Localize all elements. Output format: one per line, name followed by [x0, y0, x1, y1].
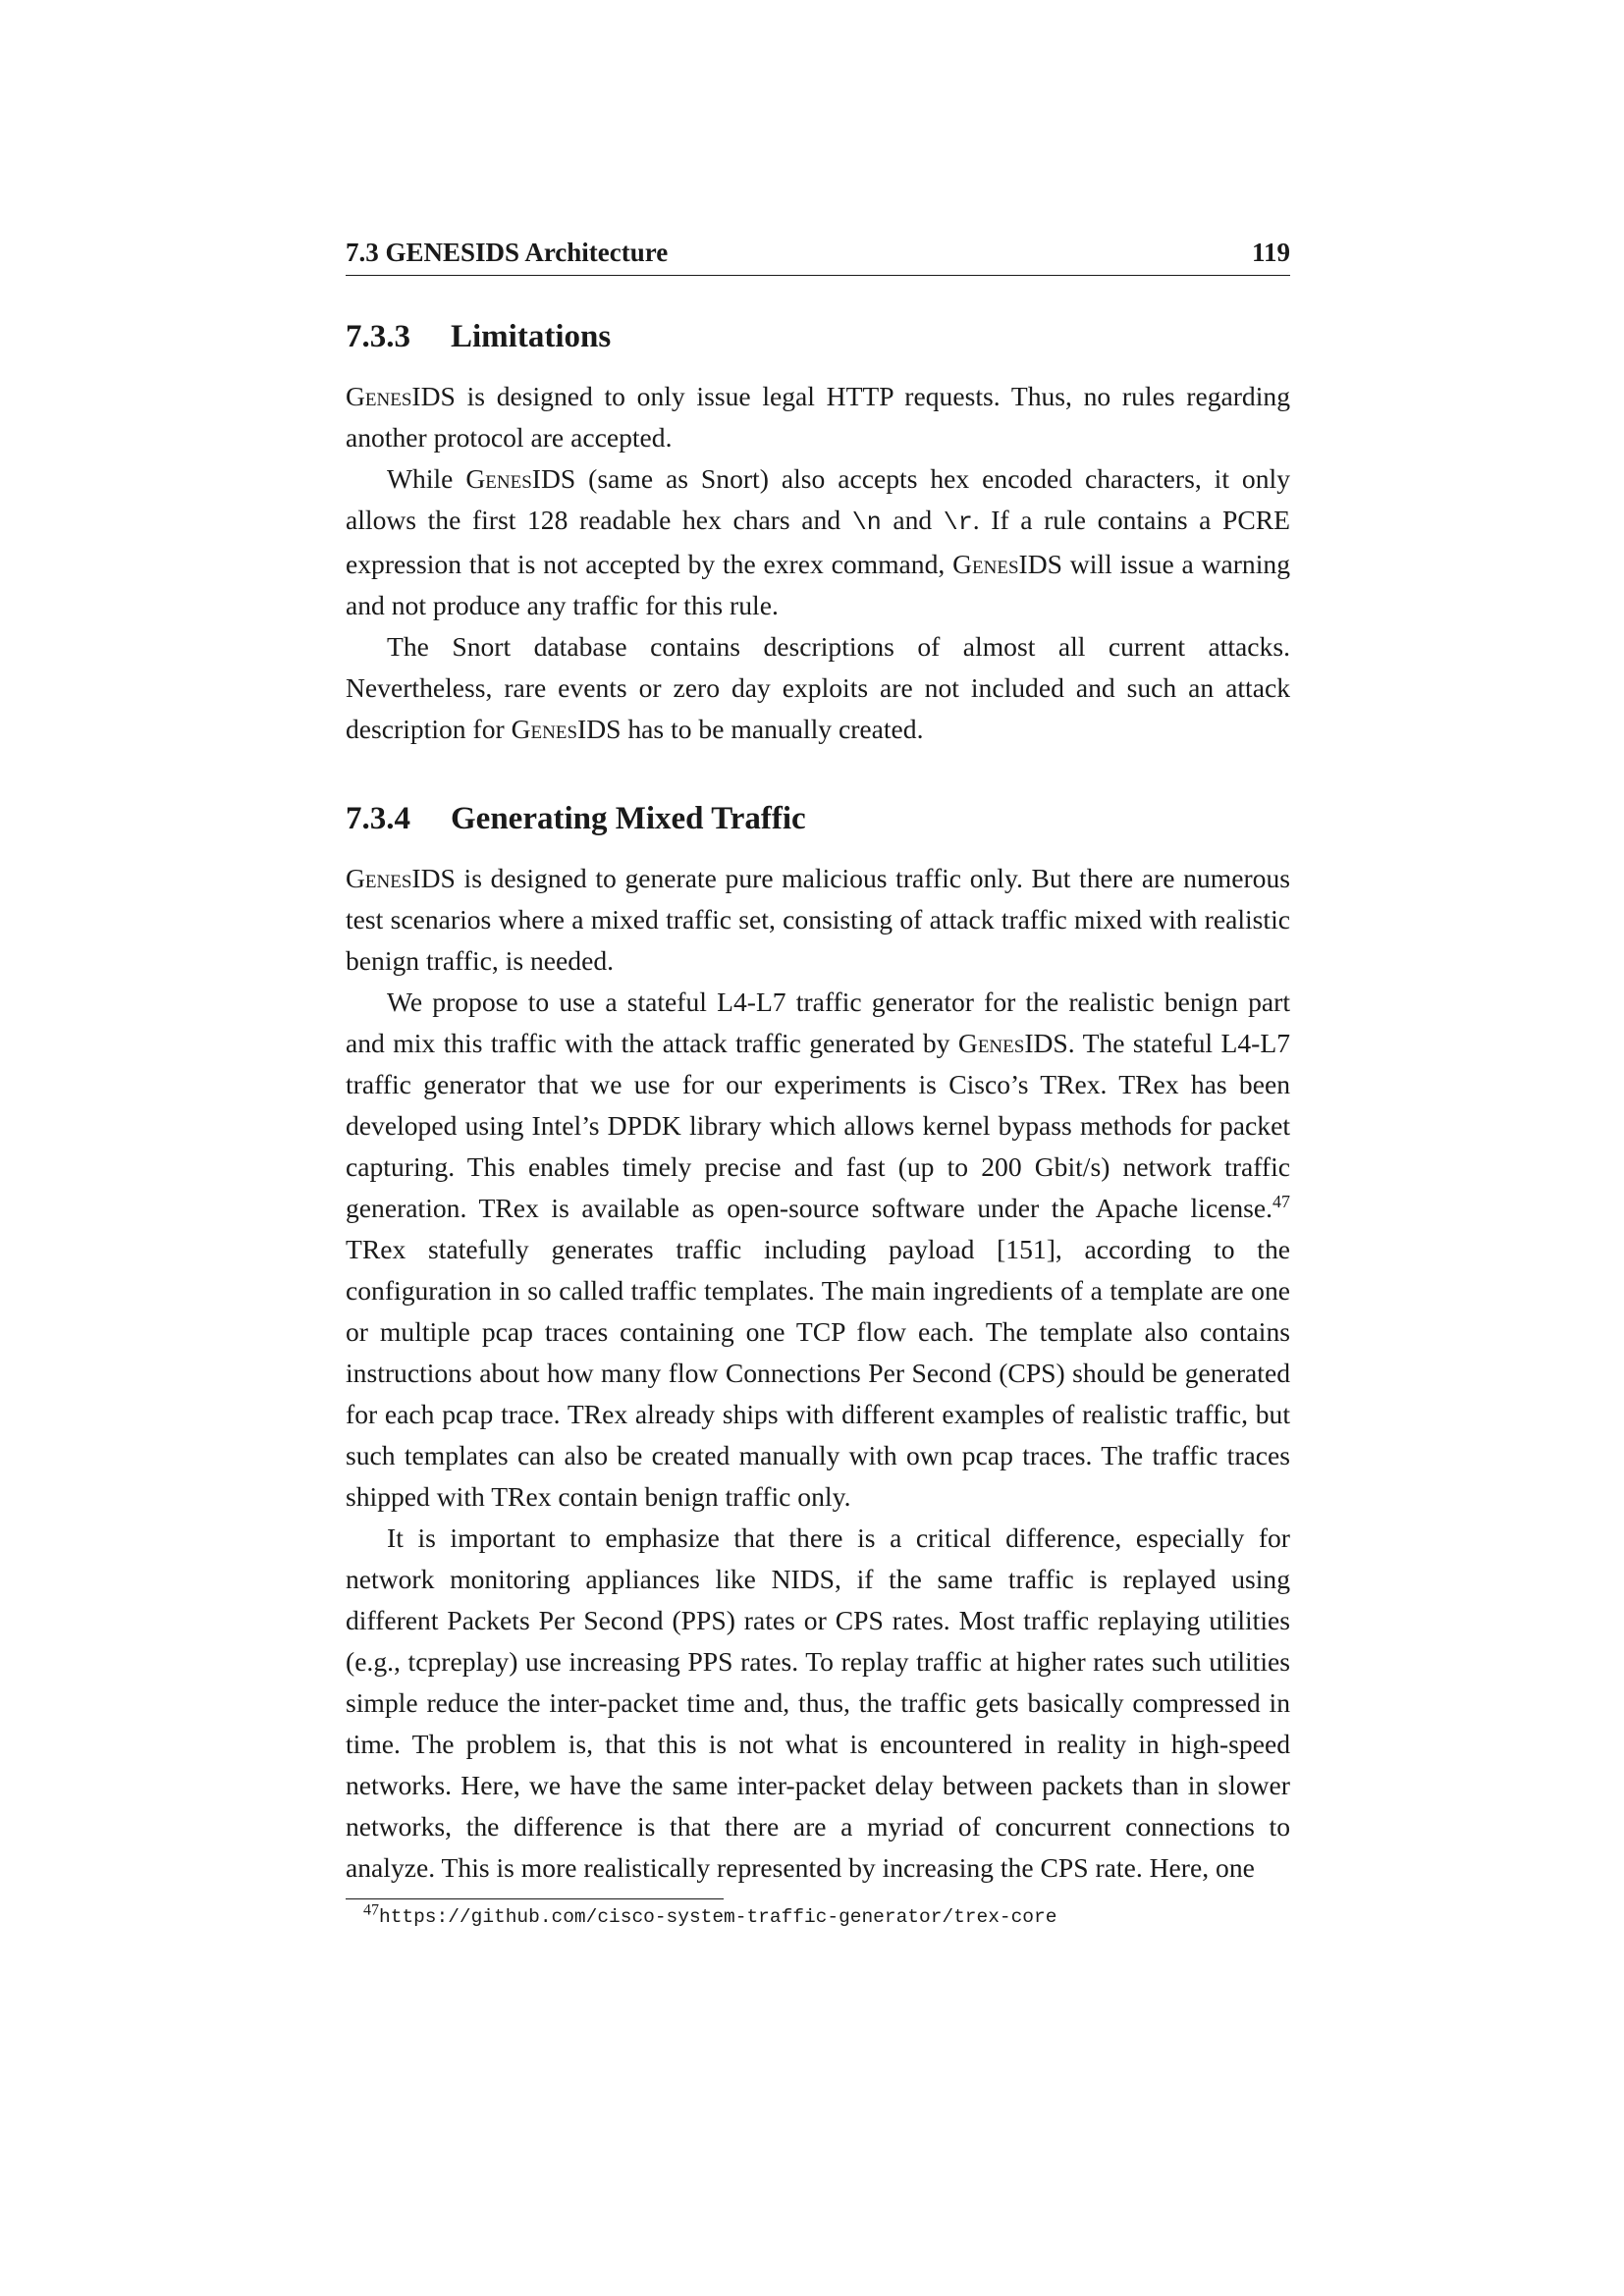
text: is designed to generate pure malicious traffic only. But there are numerous test scenarios where a mixed traffic set, consisting of attack traffic mixed with realistic benign traffic, is needed. [346, 863, 1290, 976]
footnote-marker[interactable]: 47 [1272, 1191, 1290, 1211]
footnote-number: 47 [363, 1901, 379, 1919]
running-head [346, 236, 1290, 276]
inline-code: \n [851, 508, 882, 537]
page-number: 119 [1251, 238, 1290, 267]
text: has to be manually created. [621, 714, 924, 744]
running-head-section: 7.3 GENESIDS Architecture [346, 238, 669, 267]
section-title: Limitations [451, 319, 612, 354]
section-number: 7.3.3 [346, 319, 410, 354]
footnote-rule [346, 1898, 724, 1899]
genesids-name: GenesIDS [952, 549, 1062, 579]
genesids-name: GenesIDS [511, 714, 622, 744]
genesids-name: GenesIDS [957, 1028, 1068, 1058]
text: . The stateful L4-L7 traffic generator that we use for our experiments is Cisco’s TRex. TRex has been developed using Intel’s DPDK library which allows kernel bypass methods for packet capturing. This enables timely precise and fast (up to 200 Gbit/s) network traffic generation. TRex is available as open-source software under the Apache license. [346, 1028, 1290, 1223]
paragraph [346, 858, 1290, 982]
footnote-link[interactable]: https://github.com/cisco-system-traffic-generator/trex-core [379, 1906, 1057, 1928]
genesids-name: GenesIDS [346, 863, 456, 893]
section-number: 7.3.4 [346, 801, 410, 836]
section-title: Generating Mixed Traffic [451, 801, 806, 836]
text: While [387, 463, 466, 494]
section-heading-mixed-traffic [346, 799, 1290, 838]
genesids-name: GenesIDS [465, 463, 576, 494]
text: (same as Snort) also accepts hex encoded characters, it only allows the first 128 readable hex chars and [346, 463, 1290, 535]
paragraph: It is important to emphasize that there is a critical difference, especially for network monitoring appliances like NIDS, if the same traffic is replayed using different Packets Per Second (PPS) rates or CPS rates. Most traffic replaying utilities (e.g., tcpreplay) use increasing PPS rates. To replay traffic at higher rates such utilities simple reduce the inter-packet time and, thus, the traffic gets basically compressed in time. The problem is, that this is not what is encountered in reality in high-speed networks. Here, we have the same inter-packet delay between packets than in slower networks, the difference is that there are a myriad of concurrent connections to analyze. This is more realistically represented by increasing the CPS rate. Here, one [346, 1522, 1290, 1883]
text: will issue a warning and not produce any traffic for this rule. [346, 549, 1290, 620]
section-heading-limitations [346, 317, 1290, 356]
genesids-name: GenesIDS [346, 381, 456, 411]
text: We propose to use a stateful L4-L7 traffic generator for the realistic benign part and mix this traffic with the attack traffic generated by [346, 987, 1290, 1058]
page [346, 236, 1290, 1931]
paragraph [346, 626, 1290, 750]
paragraph [346, 376, 1290, 458]
inline-code: \r [943, 508, 973, 537]
paragraph [346, 982, 1290, 1518]
text: and [881, 505, 944, 535]
text: TRex statefully generates traffic including payload [151], according to the configuration in so called traffic templates. The main ingredients of a template are one or multiple pcap traces containing one TCP flow each. The template also contains instructions about how many flow Connections Per Second (CPS) should be generated for each pcap trace. TRex already ships with different examples of realistic traffic, but such templates can also be created manually with own pcap traces. The traffic traces shipped with TRex contain benign traffic only. [346, 1234, 1290, 1512]
text: . If a rule contains a PCRE expression that is not accepted by the exrex command, [346, 505, 1291, 579]
text: is designed to only issue legal HTTP requests. Thus, no rules regarding another protocol are accepted. [346, 381, 1290, 453]
text: The Snort database contains descriptions of almost all current attacks. Nevertheless, rare events or zero day exploits are not included and such an attack description for [346, 631, 1290, 744]
footnote [346, 1903, 1290, 1931]
paragraph [346, 458, 1290, 626]
